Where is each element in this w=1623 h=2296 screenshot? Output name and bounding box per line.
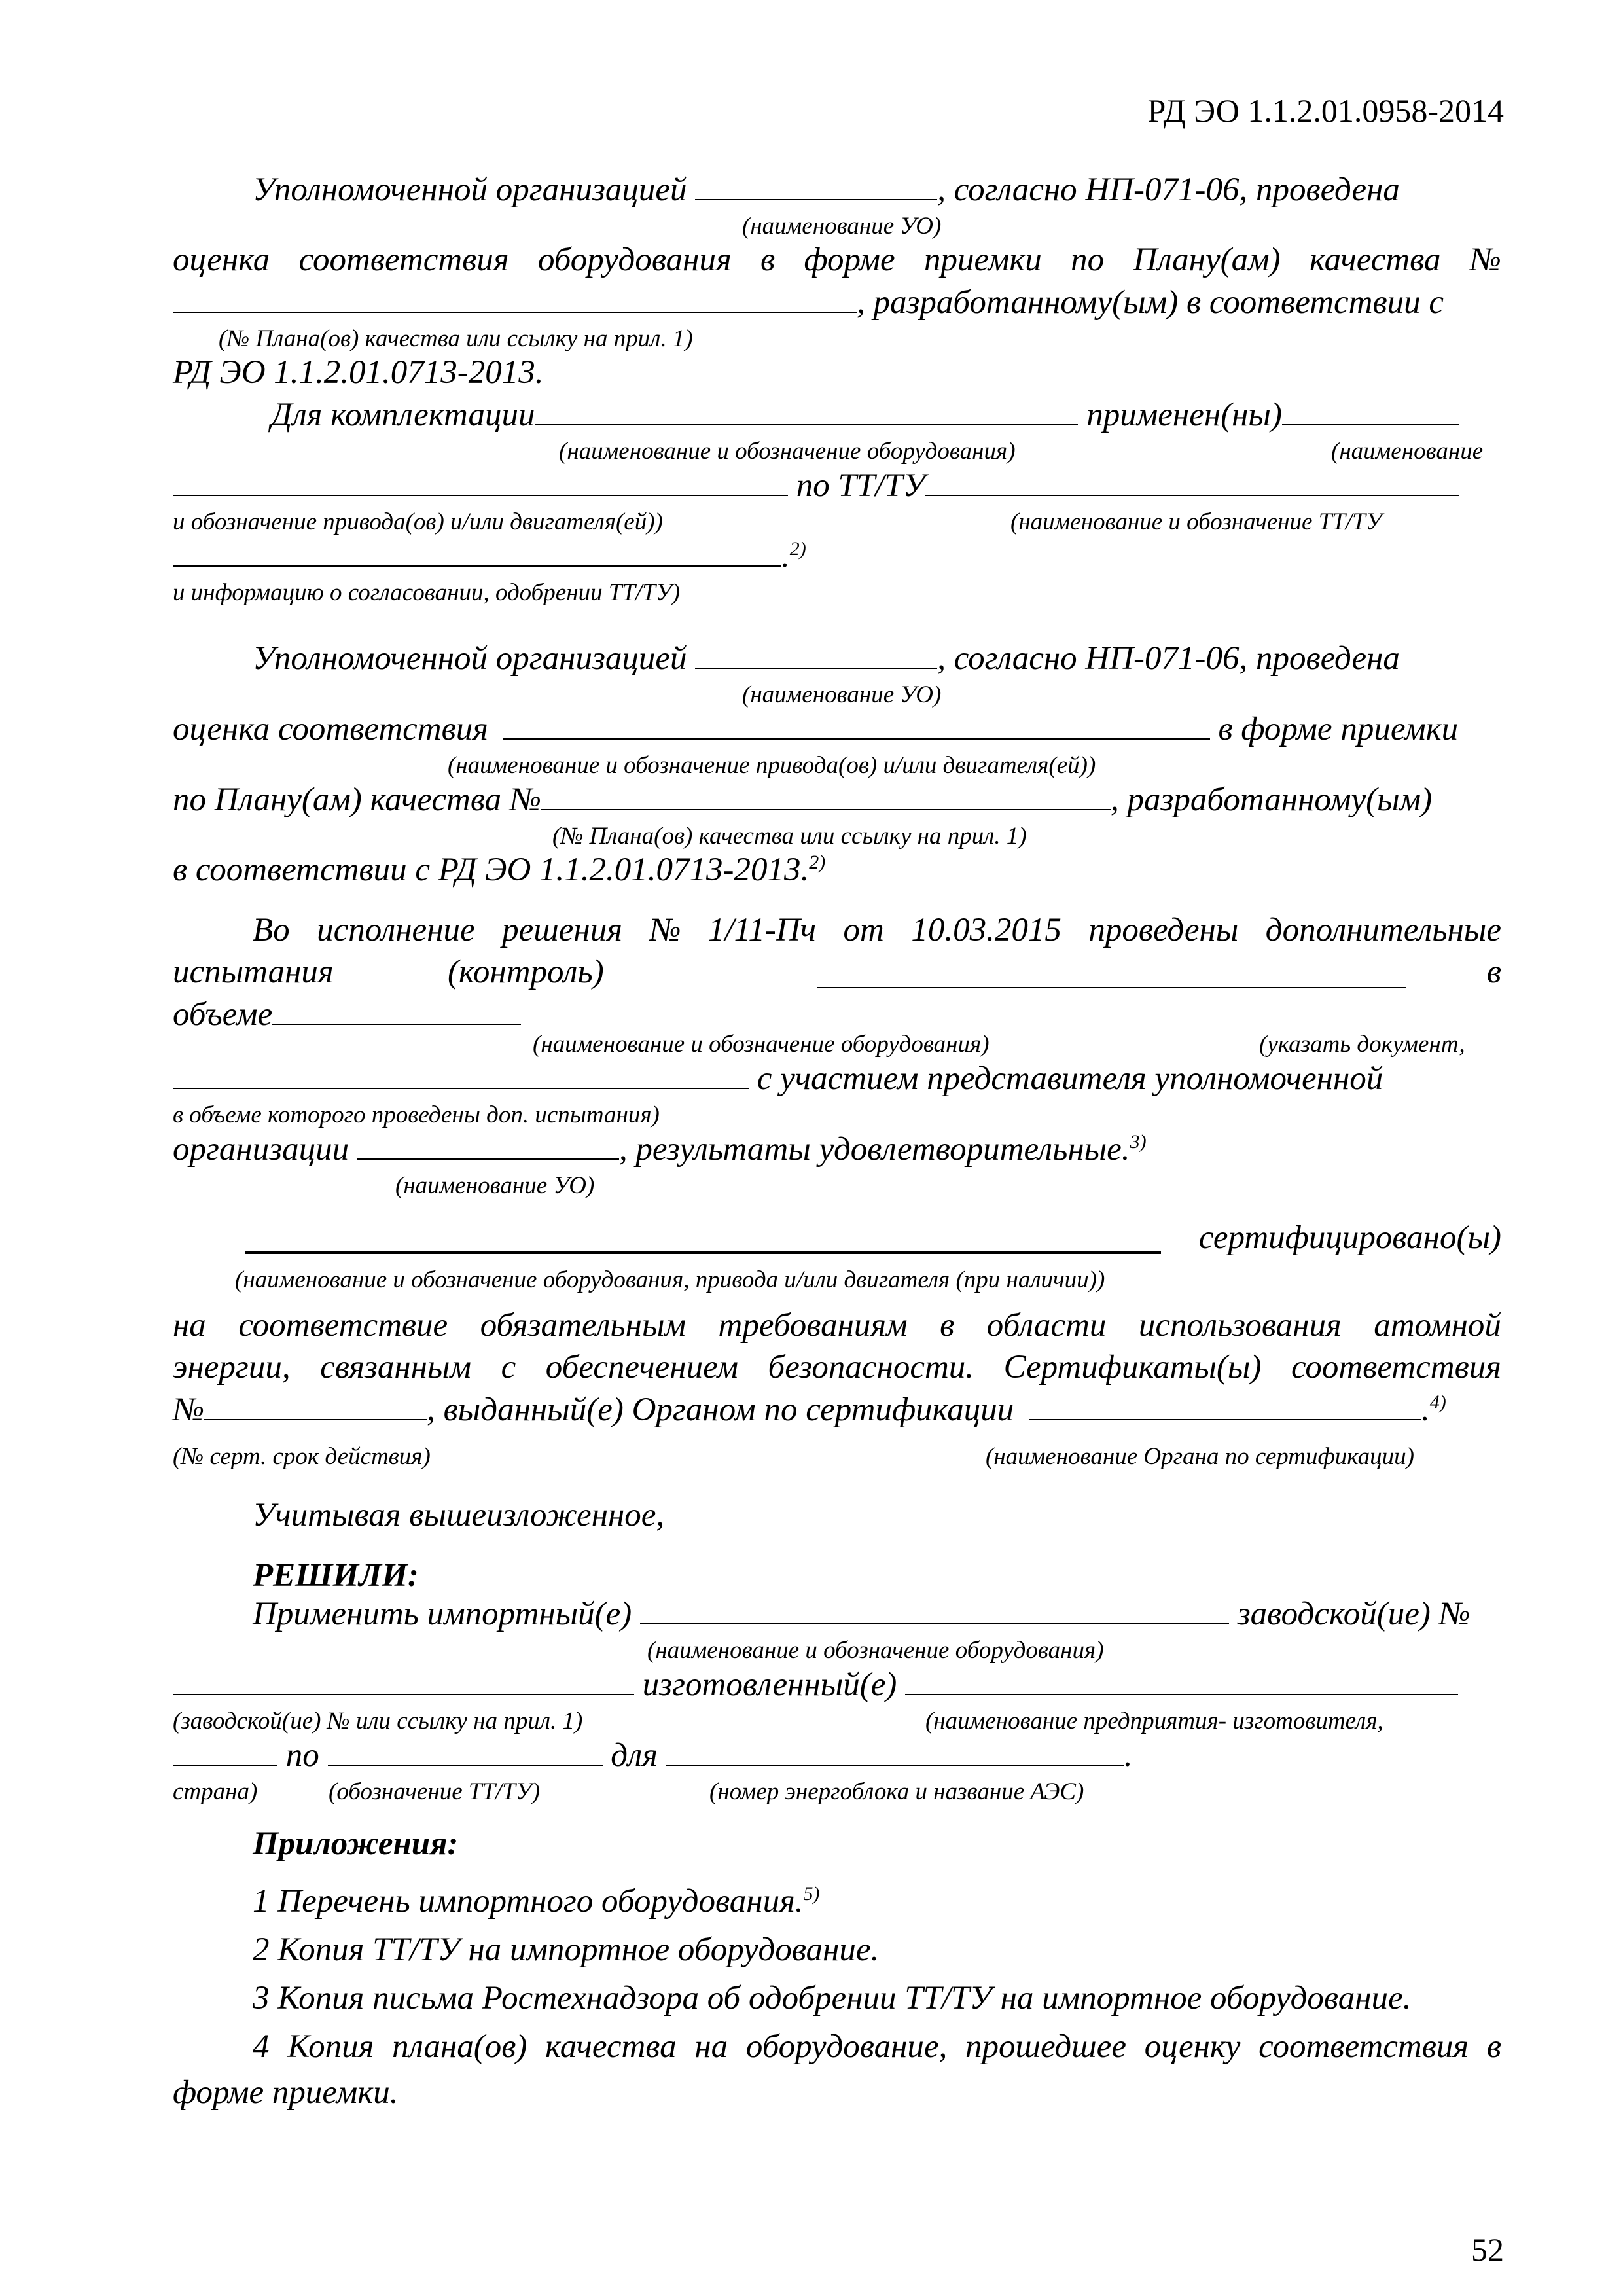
b2-l1-text-b: , согласно НП-071-06, проведена xyxy=(937,640,1400,677)
drive-name-field[interactable] xyxy=(1282,395,1459,425)
b5-decided xyxy=(173,1556,1501,1598)
caption-ttu-approval: и информацию о согласовании, одобрении ТТ/ТУ) xyxy=(173,579,681,606)
appendix-item-4-cont xyxy=(173,2073,1501,2115)
word: безопасности. xyxy=(768,1349,974,1386)
word: № xyxy=(649,912,681,948)
word: соответствия xyxy=(298,242,509,278)
b2-caption-2 xyxy=(173,751,1501,780)
word: оценка xyxy=(173,242,270,278)
b3-line-3 xyxy=(173,995,1501,1033)
b5-l2-text: изготовленный(е) xyxy=(642,1666,897,1703)
b3-line-5 xyxy=(173,1130,1501,1172)
b3-line-1 xyxy=(173,911,1501,953)
word: решения xyxy=(502,912,622,948)
caption-certificate-number: (№ серт. срок действия) xyxy=(173,1443,431,1470)
word: дополнительные xyxy=(1265,912,1501,948)
uo-name-field-3[interactable] xyxy=(357,1130,619,1160)
b4-line-1 xyxy=(173,1219,1501,1261)
appendix-item-1 xyxy=(173,1882,1501,1931)
b5-l1-text-a: Применить импортный(е) xyxy=(253,1596,632,1632)
word: атомной xyxy=(1374,1307,1501,1344)
caption-document-2: в объеме которого проведены доп. испытания) xyxy=(173,1102,660,1128)
b5-l3-text-c: . xyxy=(1124,1737,1133,1774)
appendix-1-text: 1 Перечень импортного оборудования. xyxy=(253,1883,804,1920)
certification-body-field[interactable] xyxy=(1029,1390,1421,1420)
appendices-title-line xyxy=(173,1825,1501,1882)
b4-l1-text: сертифицировано(ы) xyxy=(1198,1219,1501,1256)
appendix-4-text-cont: форме приемки. xyxy=(173,2074,399,2111)
considering-text: Учитывая вышеизложенное, xyxy=(253,1497,665,1534)
b2-line-3 xyxy=(173,780,1501,822)
b4-line-3 xyxy=(173,1348,1501,1390)
caption-ttu-designation: (обозначение ТТ/ТУ) xyxy=(329,1778,541,1805)
b5-line-2 xyxy=(173,1665,1501,1707)
b2-l3-text-b: , разработанному(ым) xyxy=(1110,781,1433,818)
document-body xyxy=(173,170,1501,2115)
caption-drive-name: (наименование xyxy=(1331,438,1484,465)
b1-line-4 xyxy=(173,353,1501,395)
b5-line-1 xyxy=(173,1594,1501,1636)
caption-quality-plan: (№ Плана(ов) качества или ссылку на прил. 1) xyxy=(219,325,693,352)
b3-l2-text-c: в xyxy=(1486,954,1501,990)
b5-considering xyxy=(173,1496,1501,1538)
b2-l4-text: в соответствии с РД ЭО 1.1.2.01.0713-2013. xyxy=(173,852,810,888)
footnote-ref: 4) xyxy=(1429,1391,1446,1413)
drive-designation-field[interactable] xyxy=(503,709,1210,740)
word: качества xyxy=(1309,242,1441,278)
b1-line-3 xyxy=(173,283,1501,325)
ttu-field[interactable] xyxy=(925,466,1459,496)
word: исполнение xyxy=(317,912,475,948)
b1-caption-1 xyxy=(173,212,1501,241)
word: области xyxy=(986,1307,1107,1344)
b3-l5-text-b: , результаты удовлетворительные. xyxy=(618,1131,1130,1168)
b2-caption-3 xyxy=(173,822,1501,851)
b1-line-7 xyxy=(173,537,1501,579)
b3-line-4 xyxy=(173,1059,1501,1101)
b4-l4-text-b: , выданный(е) Органом по сертификации xyxy=(427,1391,1014,1428)
appendix-3-text: 3 Копия письма Ростехнадзора об одобрении ТТ/ТУ на импортное оборудование. xyxy=(253,1980,1412,2017)
b5-line-3 xyxy=(173,1736,1501,1778)
word: соответствия xyxy=(1291,1349,1501,1386)
b3-l5-text-a: организации xyxy=(173,1131,349,1168)
ttu-approval-field[interactable] xyxy=(173,537,781,567)
b1-l5-text-b: применен(ны) xyxy=(1086,397,1282,433)
b3-l2-text-a: испытания xyxy=(173,954,334,990)
word: 10.03.2015 xyxy=(911,912,1061,948)
b4-caption-4 xyxy=(173,1432,1501,1478)
drive-name-field-2[interactable] xyxy=(173,466,788,496)
word: по xyxy=(1071,242,1105,278)
appendices-title: Приложения: xyxy=(253,1825,459,1862)
power-unit-field[interactable] xyxy=(666,1736,1124,1766)
word: в xyxy=(1486,2028,1501,2065)
word: оборудование, xyxy=(745,2028,948,2065)
word: оборудования xyxy=(537,242,732,278)
ttu-designation-field[interactable] xyxy=(328,1736,603,1766)
b1-l1-text-b: , согласно НП-071-06, проведена xyxy=(937,171,1400,208)
caption-equipment-name-2: (наименование и обозначение оборудования) xyxy=(533,1031,990,1058)
b5-caption-1 xyxy=(173,1636,1501,1665)
b1-caption-3 xyxy=(173,325,1501,353)
word: связанным xyxy=(320,1349,472,1386)
b2-l2-text-b: в форме приемки xyxy=(1218,711,1459,747)
word: требованиям xyxy=(718,1307,908,1344)
footnote-ref: 2) xyxy=(809,852,826,873)
word: форме xyxy=(804,242,895,278)
document-code: РД ЭО 1.1.2.01.0958-2014 xyxy=(1147,92,1504,129)
caption-certification-body: (наименование Органа по сертификации) xyxy=(986,1443,1414,1470)
b2-line-1 xyxy=(173,639,1501,681)
b3-l4-text: с участием представителя уполномоченной xyxy=(757,1060,1383,1097)
footnote-ref: 3) xyxy=(1130,1131,1147,1153)
b4-l4-text-a: № xyxy=(173,1391,205,1428)
quality-plan-field[interactable] xyxy=(173,283,857,313)
word: обязательным xyxy=(480,1307,687,1344)
caption-uo-name-3: (наименование УО) xyxy=(395,1172,595,1199)
word: в xyxy=(940,1307,955,1344)
b1-line-5 xyxy=(173,395,1501,437)
word: прошедшее xyxy=(965,2028,1126,2065)
caption-imported-equipment: (наименование и обозначение оборудования) xyxy=(647,1637,1104,1664)
manufacturer-field[interactable] xyxy=(905,1665,1458,1695)
page-number: 52 xyxy=(1471,2231,1504,2268)
document-field-2[interactable] xyxy=(173,1059,749,1089)
footnote-ref: 5) xyxy=(803,1883,820,1905)
caption-certified-equipment: (наименование и обозначение оборудования, привода и/или двигателя (при наличии)) xyxy=(235,1266,1105,1293)
b4-l4-text-c: . xyxy=(1421,1391,1430,1428)
imported-equipment-field[interactable] xyxy=(640,1594,1229,1624)
appendix-item-3 xyxy=(173,1979,1501,2028)
b3-l2-text-b: (контроль) xyxy=(448,954,604,990)
b3-caption-5 xyxy=(173,1172,1501,1200)
equipment-name-field-2[interactable] xyxy=(817,958,1406,988)
b2-line-4 xyxy=(173,851,1501,893)
b1-line-1 xyxy=(173,170,1501,212)
word: с xyxy=(501,1349,516,1386)
word: Сертификаты(ы) xyxy=(1003,1349,1262,1386)
b5-caption-3 xyxy=(173,1778,1501,1806)
word: проведены xyxy=(1088,912,1239,948)
equipment-name-field[interactable] xyxy=(535,395,1078,425)
serial-number-field[interactable] xyxy=(173,1665,634,1695)
caption-quality-plan-2: (№ Плана(ов) качества или ссылку на прил. 1) xyxy=(552,823,1027,850)
b1-l7-text: . xyxy=(781,538,790,575)
b3-line-2 xyxy=(173,953,1501,995)
b1-l6-text: по ТТ/ТУ xyxy=(796,467,926,504)
certified-equipment-field[interactable] xyxy=(245,1223,1161,1254)
caption-uo-name: (наименование УО) xyxy=(742,213,942,240)
word: 4 xyxy=(253,2028,270,2065)
caption-serial-number: (заводской(ие) № или ссылку на прил. 1) xyxy=(173,1708,583,1734)
b1-caption-6 xyxy=(173,508,1501,537)
word: соответствие xyxy=(238,1307,448,1344)
word: энергии, xyxy=(173,1349,291,1386)
caption-uo-name-2: (наименование УО) xyxy=(742,681,942,708)
b1-l4-text: РД ЭО 1.1.2.01.0713-2013. xyxy=(173,354,544,391)
b5-l3-text-b: для xyxy=(611,1737,658,1774)
b1-l1-text-a: Уполномоченной организацией xyxy=(253,171,687,208)
caption-country: страна) xyxy=(173,1778,258,1805)
caption-drive-designation-2: (наименование и обозначение привода(ов) и/или двигателя(ей)) xyxy=(448,752,1096,779)
certificate-number-field[interactable] xyxy=(204,1390,427,1420)
caption-power-unit: (номер энергоблока и название АЭС) xyxy=(709,1778,1084,1805)
b1-l5-text-a: Для комплектации xyxy=(271,397,535,433)
b4-caption-1 xyxy=(173,1261,1501,1306)
caption-equipment-name: (наименование и обозначение оборудования) xyxy=(559,438,1016,465)
caption-drive-designation: и обозначение привода(ов) и/или двигателя(ей)) xyxy=(173,509,663,535)
word: приемки xyxy=(924,242,1042,278)
word: оценку xyxy=(1144,2028,1241,2065)
word: в xyxy=(760,242,776,278)
word: на xyxy=(173,1307,206,1344)
word: качества xyxy=(545,2028,677,2065)
b4-line-2 xyxy=(173,1306,1501,1348)
b2-l2-text-a: оценка соответствия xyxy=(173,711,488,747)
b4-line-4 xyxy=(173,1390,1501,1432)
appendix-2-text: 2 Копия ТТ/ТУ на импортное оборудование. xyxy=(253,1931,880,1968)
b1-line-6 xyxy=(173,466,1501,508)
b2-caption-1 xyxy=(173,681,1501,709)
country-field[interactable] xyxy=(173,1736,277,1766)
decided-heading: РЕШИЛИ: xyxy=(253,1557,419,1594)
document-field[interactable] xyxy=(272,995,521,1025)
appendix-item-2 xyxy=(173,1931,1501,1979)
word: 1/11-Пч xyxy=(708,912,817,948)
appendix-item-4 xyxy=(173,2028,1501,2073)
caption-document: (указать документ, xyxy=(1259,1031,1465,1058)
b2-l1-text-a: Уполномоченной организацией xyxy=(253,640,687,677)
word: на xyxy=(694,2028,728,2065)
b5-caption-2 xyxy=(173,1707,1501,1736)
word: использования xyxy=(1138,1307,1342,1344)
word: от xyxy=(843,912,884,948)
b5-l1-text-b: заводской(ие) № xyxy=(1237,1596,1471,1632)
b3-caption-3 xyxy=(173,1030,1501,1059)
uo-name-field[interactable] xyxy=(695,170,937,200)
b1-line-2 xyxy=(173,241,1501,283)
word: обеспечением xyxy=(545,1349,738,1386)
quality-plan-field-2[interactable] xyxy=(541,780,1111,810)
b2-l3-text-a: по Плану(ам) качества № xyxy=(173,781,541,818)
word: Копия xyxy=(287,2028,374,2065)
word: Плану(ам) xyxy=(1133,242,1281,278)
b3-l3-text: объеме xyxy=(173,996,273,1033)
b3-caption-4 xyxy=(173,1101,1501,1130)
b1-caption-7 xyxy=(173,579,1501,607)
b2-line-2 xyxy=(173,709,1501,751)
caption-ttu-name: (наименование и обозначение ТТ/ТУ xyxy=(1010,509,1382,535)
b1-caption-5 xyxy=(173,437,1501,466)
b1-l3-text: , разработанному(ым) в соответствии с xyxy=(857,284,1444,321)
word: Во xyxy=(253,912,290,948)
caption-manufacturer: (наименование предприятия- изготовителя, xyxy=(925,1708,1383,1734)
uo-name-field-2[interactable] xyxy=(695,639,937,669)
word: соответствия xyxy=(1258,2028,1469,2065)
b5-l3-text-a: по xyxy=(285,1737,319,1774)
word: № xyxy=(1469,242,1501,278)
word: плана(ов) xyxy=(392,2028,527,2065)
footnote-ref: 2) xyxy=(789,538,806,560)
